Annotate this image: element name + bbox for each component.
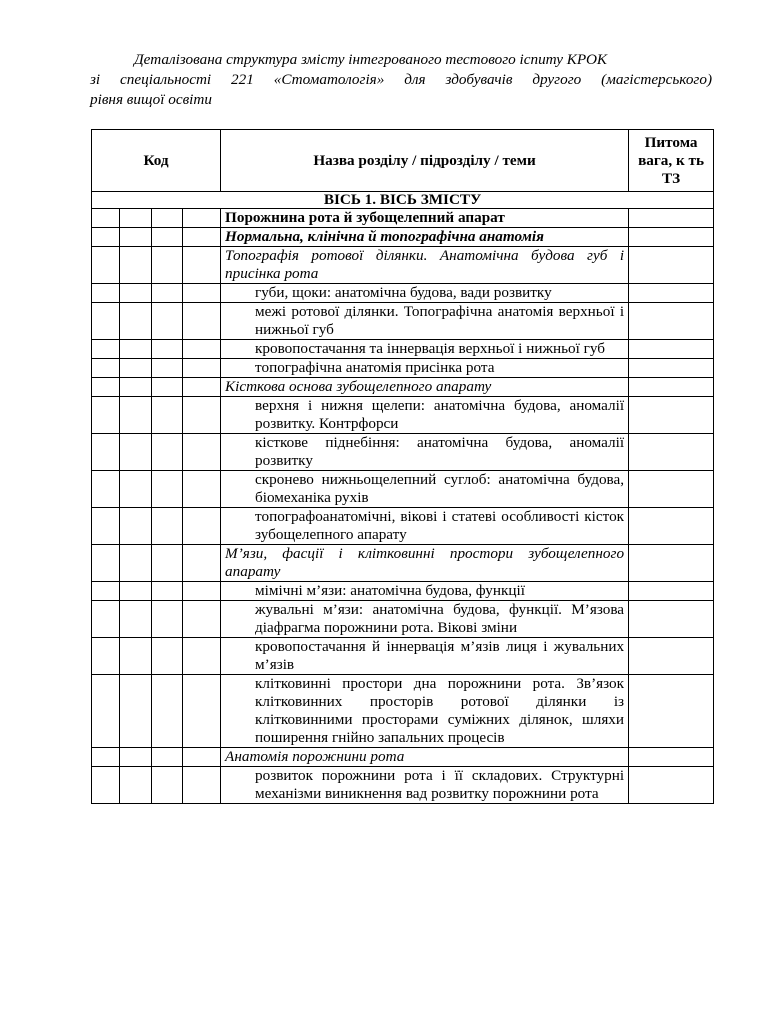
code-cell [183, 508, 221, 545]
document-heading [90, 50, 712, 110]
table-row [92, 247, 714, 284]
code-cell [183, 582, 221, 601]
topic-cell: М’язи, фасції і клітковинні простори зубощелепного апарату [221, 545, 629, 582]
code-cell [92, 471, 120, 508]
table-row [92, 675, 714, 748]
code-cell [120, 209, 152, 228]
code-cell [152, 767, 183, 804]
heading-line-1: Деталізована структура змісту інтегрованого тестового іспиту КРОК [134, 51, 608, 68]
weight-cell [629, 675, 714, 748]
code-cell [152, 748, 183, 767]
code-cell [183, 303, 221, 340]
code-cell [120, 471, 152, 508]
code-cell [120, 748, 152, 767]
code-cell [152, 359, 183, 378]
code-cell [152, 545, 183, 582]
code-cell [92, 582, 120, 601]
code-cell [183, 675, 221, 748]
code-cell [120, 508, 152, 545]
topic-cell: Топографія ротової ділянки. Анатомічна будова губ і присінка рота [221, 247, 629, 284]
code-cell [120, 767, 152, 804]
code-cell [152, 601, 183, 638]
code-cell [152, 209, 183, 228]
code-cell [152, 340, 183, 359]
table-row [92, 228, 714, 247]
code-cell [92, 303, 120, 340]
topic-cell: скронево нижньощелепний суглоб: анатомічна будова, біомеханіка рухів [221, 471, 629, 508]
code-cell [183, 284, 221, 303]
weight-cell [629, 284, 714, 303]
topic-cell: мімічні м’язи: анатомічна будова, функції [221, 582, 629, 601]
code-cell [92, 209, 120, 228]
table-row [92, 601, 714, 638]
code-cell [120, 397, 152, 434]
table-row [92, 209, 714, 228]
table-row [92, 397, 714, 434]
topic-cell: губи, щоки: анатомічна будова, вади розвитку [221, 284, 629, 303]
code-cell [120, 284, 152, 303]
code-cell [183, 209, 221, 228]
code-cell [152, 471, 183, 508]
heading-line-3: рівня вищої освіти [90, 91, 212, 108]
code-cell [183, 748, 221, 767]
code-cell [183, 601, 221, 638]
code-cell [183, 228, 221, 247]
table-row [92, 471, 714, 508]
topic-cell: Кісткова основа зубощелепного апарату [221, 378, 629, 397]
weight-cell [629, 638, 714, 675]
table-header-row [92, 130, 714, 192]
code-cell [120, 247, 152, 284]
code-cell [152, 247, 183, 284]
code-cell [183, 638, 221, 675]
code-cell [120, 378, 152, 397]
topic-cell: жувальні м’язи: анатомічна будова, функції. М’язова діафрагма порожнини рота. Вікові зміни [221, 601, 629, 638]
weight-cell [629, 340, 714, 359]
header-name: Назва розділу / підрозділу / теми [221, 130, 629, 192]
code-cell [183, 378, 221, 397]
axis-row [92, 192, 714, 209]
code-cell [92, 767, 120, 804]
code-cell [152, 378, 183, 397]
code-cell [152, 582, 183, 601]
table-row [92, 378, 714, 397]
table-row [92, 359, 714, 378]
code-cell [152, 508, 183, 545]
code-cell [120, 601, 152, 638]
header-code: Код [92, 130, 221, 192]
code-cell [183, 545, 221, 582]
code-cell [120, 675, 152, 748]
topic-cell: кісткове піднебіння: анатомічна будова, аномалії розвитку [221, 434, 629, 471]
table-row [92, 508, 714, 545]
weight-cell [629, 209, 714, 228]
table-row [92, 582, 714, 601]
code-cell [183, 434, 221, 471]
weight-cell [629, 228, 714, 247]
code-cell [152, 638, 183, 675]
code-cell [152, 675, 183, 748]
weight-cell [629, 434, 714, 471]
code-cell [152, 397, 183, 434]
code-cell [120, 638, 152, 675]
topic-cell: Нормальна, клінічна й топографічна анатомія [221, 228, 629, 247]
topic-cell: межі ротової ділянки. Топографічна анатомія верхньої і нижньої губ [221, 303, 629, 340]
weight-cell [629, 508, 714, 545]
weight-cell [629, 545, 714, 582]
content-structure-table [91, 129, 714, 804]
weight-cell [629, 247, 714, 284]
code-cell [92, 675, 120, 748]
code-cell [92, 378, 120, 397]
header-weight: Питома вага, к ть ТЗ [629, 130, 714, 192]
weight-cell [629, 397, 714, 434]
code-cell [120, 303, 152, 340]
topic-cell: кровопостачання й іннервація м’язів лиця і жувальних м’язів [221, 638, 629, 675]
code-cell [92, 638, 120, 675]
code-cell [92, 228, 120, 247]
code-cell [92, 284, 120, 303]
table-row [92, 303, 714, 340]
code-cell [152, 303, 183, 340]
code-cell [120, 340, 152, 359]
weight-cell [629, 471, 714, 508]
table-row [92, 748, 714, 767]
code-cell [92, 397, 120, 434]
weight-cell [629, 378, 714, 397]
topic-cell: Анатомія порожнини рота [221, 748, 629, 767]
code-cell [152, 284, 183, 303]
code-cell [92, 748, 120, 767]
code-cell [92, 508, 120, 545]
axis-title: ВІСЬ 1. ВІСЬ ЗМІСТУ [92, 192, 714, 209]
code-cell [120, 582, 152, 601]
weight-cell [629, 767, 714, 804]
weight-cell [629, 582, 714, 601]
code-cell [92, 434, 120, 471]
table-row [92, 545, 714, 582]
table-row [92, 284, 714, 303]
topic-cell: кровопостачання та іннервація верхньої і нижньої губ [221, 340, 629, 359]
code-cell [120, 228, 152, 247]
table-row [92, 434, 714, 471]
weight-cell [629, 359, 714, 378]
topic-cell: розвиток порожнини рота і її складових. Структурні механізми виникнення вад розвитку порожнини рота [221, 767, 629, 804]
code-cell [152, 228, 183, 247]
code-cell [183, 359, 221, 378]
code-cell [152, 434, 183, 471]
code-cell [92, 340, 120, 359]
code-cell [183, 340, 221, 359]
topic-cell: топографічна анатомія присінка рота [221, 359, 629, 378]
code-cell [183, 471, 221, 508]
table-row [92, 767, 714, 804]
weight-cell [629, 303, 714, 340]
table-row [92, 340, 714, 359]
topic-cell: Порожнина рота й зубощелепний апарат [221, 209, 629, 228]
weight-cell [629, 748, 714, 767]
code-cell [183, 247, 221, 284]
table-row [92, 638, 714, 675]
code-cell [92, 601, 120, 638]
weight-cell [629, 601, 714, 638]
code-cell [92, 359, 120, 378]
code-cell [120, 359, 152, 378]
code-cell [120, 434, 152, 471]
code-cell [92, 247, 120, 284]
code-cell [120, 545, 152, 582]
code-cell [92, 545, 120, 582]
topic-cell: верхня і нижня щелепи: анатомічна будова, аномалії розвитку. Контрфорси [221, 397, 629, 434]
topic-cell: топографоанатомічні, вікові і статеві особливості кісток зубощелепного апарату [221, 508, 629, 545]
code-cell [183, 397, 221, 434]
topic-cell: клітковинні простори дна порожнини рота. Зв’язок клітковинних просторів ротової ділянки із клітковинними просторами суміжних ділянок, шляхи поширення гнійно запальних процесів [221, 675, 629, 748]
heading-line-2: зі спеціальності 221 «Стоматологія» для здобувачів другого (магістерського) [90, 71, 712, 88]
code-cell [183, 767, 221, 804]
